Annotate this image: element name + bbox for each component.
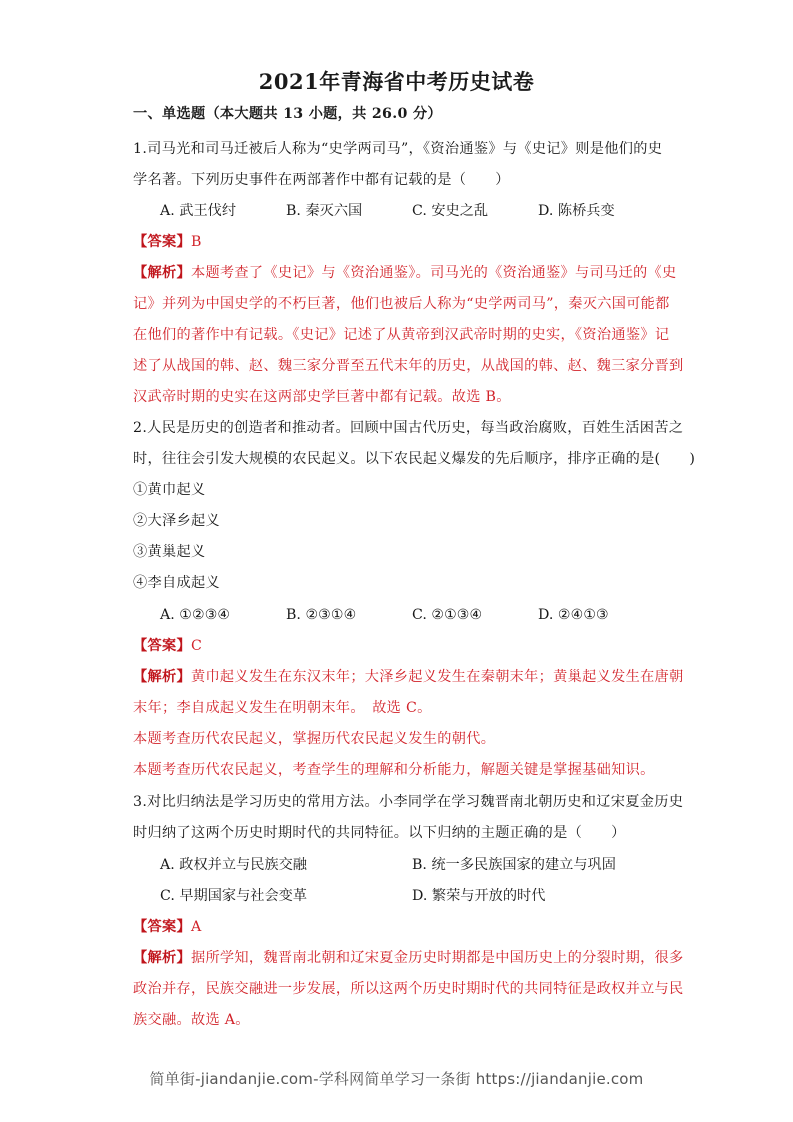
- answer-label: 【答案】: [133, 638, 191, 654]
- question-3-option-c: C. 早期国家与社会变革: [160, 888, 308, 904]
- question-1-answer: [133, 232, 673, 252]
- question-1-analysis-line-3: 在他们的著作中有记载。《史记》记述了从黄帝到汉武帝时期的史实，《资治通鉴》记: [133, 327, 670, 343]
- analysis-label: 【解析】: [133, 669, 191, 685]
- question-3-option-b: B. 统一多民族国家的建立与巩固: [412, 857, 616, 873]
- question-1-option-a: A. 武王伐纣: [160, 203, 237, 219]
- question-3-analysis-line-3: 族交融。故选 A。: [133, 1012, 250, 1028]
- analysis-text: 黄巾起义发生在东汉末年；大泽乡起义发生在秦朝末年；黄巢起义发生在唐朝: [190, 669, 684, 685]
- question-2-option-a: A. ①②③④: [160, 607, 231, 623]
- question-1-analysis-line-1: [133, 263, 677, 283]
- analysis-text: 据所学知，魏晋南北朝和辽宋夏金历史时期都是中国历史上的分裂时期，很多: [190, 950, 684, 966]
- question-2-option-d: D. ②④①③: [538, 607, 609, 623]
- question-2-option-c: C. ②①③④: [412, 607, 483, 623]
- question-2-item-3: ③黄巢起义: [133, 544, 206, 560]
- section-header: 一、单选题（本大题共 13 小题，共 26.0 分）: [133, 106, 442, 122]
- question-2-answer: [133, 636, 673, 656]
- question-3-line-2: 时归纳了这两个历史时期时代的共同特征。以下归纳的主题正确的是（ ）: [133, 825, 626, 841]
- question-2-analysis-line-4: 本题考查历代农民起义，考查学生的理解和分析能力，解题关键是掌握基础知识。: [133, 762, 655, 778]
- question-2-line-2: 时，往往会引发大规模的农民起义。以下农民起义爆发的先后顺序，排序正确的是( ): [133, 451, 696, 467]
- page-title: 2021年青海省中考历史试卷: [258, 69, 535, 94]
- footer-watermark: 简单街-jiandanjie.com-学科网简单学习一条街 https://jiandanjie.com: [149, 1070, 644, 1088]
- question-2-line-1: 2.人民是历史的创造者和推动者。回顾中国古代历史，每当政治腐败，百姓生活困苦之: [133, 420, 684, 436]
- question-3-analysis-line-2: 政治并存，民族交融进一步发展，所以这两个历史时期时代的共同特征是政权并立与民: [133, 981, 684, 997]
- question-1-option-c: C. 安史之乱: [412, 203, 489, 219]
- question-1-line-2: 学名著。下列历史事件在两部著作中都有记载的是（ ）: [133, 172, 510, 188]
- question-1-line-1: 1.司马光和司马迁被后人称为“史学两司马”，《资治通鉴》与《史记》则是他们的史: [133, 141, 663, 157]
- answer-label: 【答案】: [133, 919, 191, 935]
- answer-label: 【答案】: [133, 234, 191, 250]
- question-2-item-4: ④李自成起义: [133, 575, 220, 591]
- question-1-analysis-line-5: 汉武帝时期的史实在这两部史学巨著中都有记载。故选 B。: [133, 389, 511, 405]
- answer-value: C: [190, 638, 203, 654]
- question-3-analysis-line-1: [133, 948, 684, 968]
- question-2-item-1: ①黄巾起义: [133, 482, 206, 498]
- question-2-analysis-line-3: 本题考查历代农民起义，掌握历代农民起义发生的朝代。: [133, 731, 496, 747]
- answer-value: B: [190, 234, 202, 250]
- question-2-analysis-line-1: [133, 667, 684, 687]
- question-2-option-b: B. ②③①④: [286, 607, 357, 623]
- analysis-label: 【解析】: [133, 950, 191, 966]
- question-3-option-d: D. 繁荣与开放的时代: [412, 888, 546, 904]
- question-2-item-2: ②大泽乡起义: [133, 513, 220, 529]
- question-1-option-d: D. 陈桥兵变: [538, 203, 615, 219]
- question-1-option-b: B. 秦灭六国: [286, 203, 363, 219]
- answer-value: A: [190, 919, 202, 935]
- question-3-line-1: 3.对比归纳法是学习历史的常用方法。小李同学在学习魏晋南北朝历史和辽宋夏金历史: [133, 794, 684, 810]
- question-1-analysis-line-4: 述了从战国的韩、赵、魏三家分晋至五代末年的历史，从战国的韩、赵、魏三家分晋到: [133, 358, 684, 374]
- question-2-analysis-line-2: 末年；李自成起义发生在明朝末年。 故选 C。: [133, 700, 432, 716]
- question-3-option-a: A. 政权并立与民族交融: [160, 857, 307, 873]
- question-1-analysis-line-2: 记》并列为中国史学的不朽巨著，他们也被后人称为“史学两司马”，秦灭六国可能都: [133, 296, 670, 312]
- analysis-text: 本题考查了《史记》与《资治通鉴》。司马光的《资治通鉴》与司马迁的《史: [190, 265, 677, 281]
- analysis-label: 【解析】: [133, 265, 191, 281]
- question-3-answer: [133, 917, 673, 937]
